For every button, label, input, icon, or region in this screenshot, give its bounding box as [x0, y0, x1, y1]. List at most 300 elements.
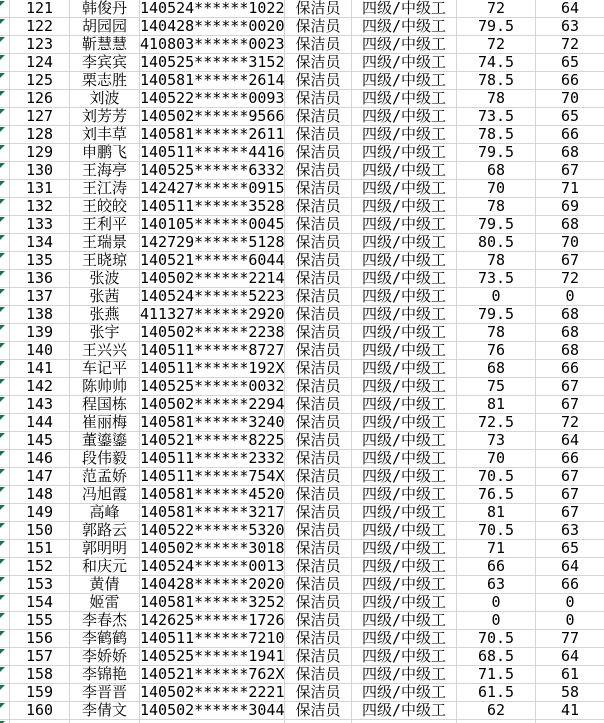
indicator-cell[interactable]: [0, 234, 10, 252]
indicator-cell[interactable]: [0, 630, 10, 648]
cell-row-number[interactable]: 137: [10, 288, 70, 306]
cell-level[interactable]: 四级/中级工: [352, 558, 457, 576]
cell-level[interactable]: 四级/中级工: [352, 144, 457, 162]
cell-row-number[interactable]: 160: [10, 702, 70, 720]
cell-score2[interactable]: 68: [536, 324, 604, 342]
cell-position[interactable]: 保洁员: [285, 306, 352, 324]
cell-row-number[interactable]: 158: [10, 666, 70, 684]
cell-name[interactable]: 张波: [70, 270, 140, 288]
indicator-cell[interactable]: [0, 342, 10, 360]
indicator-cell[interactable]: [0, 360, 10, 378]
cell-score1[interactable]: 68.5: [457, 648, 536, 666]
cell-id[interactable]: 140105******0045: [140, 216, 285, 233]
indicator-cell[interactable]: [0, 684, 10, 702]
cell-id[interactable]: 140428******2020: [140, 576, 285, 593]
cell-score2[interactable]: 67: [536, 486, 604, 504]
cell-level[interactable]: 四级/中级工: [352, 666, 457, 684]
cell-row-number[interactable]: 129: [10, 144, 70, 162]
cell-id[interactable]: 140581******4520: [140, 486, 285, 503]
cell-id[interactable]: 140581******3252: [140, 594, 285, 611]
cell-position[interactable]: 保洁员: [285, 36, 352, 54]
cell-score2[interactable]: 77: [536, 630, 604, 648]
cell-score2[interactable]: 72: [536, 270, 604, 288]
cell-id[interactable]: 142427******0915: [140, 180, 285, 197]
cell-position[interactable]: 保洁员: [285, 414, 352, 432]
cell-row-number[interactable]: 125: [10, 72, 70, 90]
indicator-cell[interactable]: [0, 450, 10, 468]
cell-level[interactable]: 四级/中级工: [352, 468, 457, 486]
indicator-cell[interactable]: [0, 216, 10, 234]
cell-id[interactable]: 140511******8727: [140, 342, 285, 359]
cell-id[interactable]: 140502******2238: [140, 324, 285, 341]
cell-row-number[interactable]: 155: [10, 612, 70, 630]
cell-position[interactable]: 保洁员: [285, 360, 352, 378]
cell-score1[interactable]: 70: [457, 450, 536, 468]
cell-position[interactable]: 保洁员: [285, 576, 352, 594]
cell-name[interactable]: 陈帅帅: [70, 378, 140, 396]
cell-score1[interactable]: 72.5: [457, 414, 536, 432]
cell-id[interactable]: 140511******2332: [140, 450, 285, 467]
cell-score2[interactable]: 72: [536, 414, 604, 432]
cell-position[interactable]: 保洁员: [285, 324, 352, 342]
cell-score1[interactable]: 70.5: [457, 522, 536, 540]
cell-id[interactable]: 140502******2221: [140, 684, 285, 701]
cell-name[interactable]: 靳慧慧: [70, 36, 140, 54]
cell-id[interactable]: 411327******2920: [140, 306, 285, 323]
cell-score1[interactable]: 68: [457, 162, 536, 180]
cell-row-number[interactable]: 128: [10, 126, 70, 144]
cell-position[interactable]: 保洁员: [285, 198, 352, 216]
cell-level[interactable]: 四级/中级工: [352, 630, 457, 648]
cell-score2[interactable]: 67: [536, 162, 604, 180]
cell-level[interactable]: 四级/中级工: [352, 612, 457, 630]
indicator-cell[interactable]: [0, 378, 10, 396]
cell-id[interactable]: 140521******8225: [140, 432, 285, 449]
indicator-cell[interactable]: [0, 468, 10, 486]
cell-score1[interactable]: 0: [457, 594, 536, 612]
cell-name[interactable]: 李娇娇: [70, 648, 140, 666]
indicator-cell[interactable]: [0, 576, 10, 594]
cell-level[interactable]: 四级/中级工: [352, 216, 457, 234]
cell-id[interactable]: 410803******0023: [140, 36, 285, 53]
cell-level[interactable]: 四级/中级工: [352, 180, 457, 198]
cell-id[interactable]: 140522******5320: [140, 522, 285, 539]
cell-score2[interactable]: 64: [536, 648, 604, 666]
cell-row-number[interactable]: 132: [10, 198, 70, 216]
indicator-cell[interactable]: [0, 432, 10, 450]
cell-level[interactable]: 四级/中级工: [352, 684, 457, 702]
cell-score1[interactable]: 76: [457, 342, 536, 360]
cell-row-number[interactable]: 134: [10, 234, 70, 252]
cell-score1[interactable]: 71.5: [457, 666, 536, 684]
cell-name[interactable]: 栗志胜: [70, 72, 140, 90]
cell-name[interactable]: 李宾宾: [70, 54, 140, 72]
cell-score2[interactable]: 70: [536, 90, 604, 108]
cell-row-number[interactable]: 140: [10, 342, 70, 360]
cell-row-number[interactable]: 159: [10, 684, 70, 702]
cell-score2[interactable]: 66: [536, 72, 604, 90]
cell-row-number[interactable]: 153: [10, 576, 70, 594]
cell-score1[interactable]: 70.5: [457, 468, 536, 486]
cell-id[interactable]: 140502******2294: [140, 396, 285, 413]
cell-score1[interactable]: 71: [457, 540, 536, 558]
cell-score1[interactable]: 72: [457, 36, 536, 54]
cell-name[interactable]: 张燕: [70, 306, 140, 324]
cell-id[interactable]: 140511******3528: [140, 198, 285, 215]
cell-id[interactable]: 140428******0020: [140, 18, 285, 35]
cell-score2[interactable]: 0: [536, 612, 604, 630]
indicator-cell[interactable]: [0, 648, 10, 666]
cell-score2[interactable]: 66: [536, 360, 604, 378]
cell-level[interactable]: 四级/中级工: [352, 234, 457, 252]
cell-score1[interactable]: 78.5: [457, 72, 536, 90]
cell-score2[interactable]: 63: [536, 522, 604, 540]
cell-name[interactable]: 崔丽梅: [70, 414, 140, 432]
indicator-cell[interactable]: [0, 180, 10, 198]
cell-level[interactable]: 四级/中级工: [352, 306, 457, 324]
cell-score1[interactable]: 78: [457, 324, 536, 342]
cell-score2[interactable]: 67: [536, 378, 604, 396]
indicator-cell[interactable]: [0, 540, 10, 558]
indicator-cell[interactable]: [0, 162, 10, 180]
cell-name[interactable]: 刘芳芳: [70, 108, 140, 126]
cell-position[interactable]: 保洁员: [285, 630, 352, 648]
cell-id[interactable]: 142729******5128: [140, 234, 285, 251]
cell-level[interactable]: 四级/中级工: [352, 0, 457, 18]
cell-id[interactable]: 140502******2214: [140, 270, 285, 287]
cell-name[interactable]: 李锦艳: [70, 666, 140, 684]
cell-position[interactable]: 保洁员: [285, 648, 352, 666]
cell-score1[interactable]: 61.5: [457, 684, 536, 702]
cell-score2[interactable]: 0: [536, 288, 604, 306]
cell-row-number[interactable]: 149: [10, 504, 70, 522]
cell-score1[interactable]: 79.5: [457, 306, 536, 324]
cell-score2[interactable]: 68: [536, 306, 604, 324]
cell-score2[interactable]: 65: [536, 540, 604, 558]
cell-level[interactable]: 四级/中级工: [352, 396, 457, 414]
cell-id[interactable]: 140525******6332: [140, 162, 285, 179]
cell-score1[interactable]: 68: [457, 360, 536, 378]
cell-position[interactable]: 保洁员: [285, 126, 352, 144]
cell-name[interactable]: 申鹏飞: [70, 144, 140, 162]
cell-score2[interactable]: 68: [536, 216, 604, 234]
indicator-cell[interactable]: [0, 108, 10, 126]
cell-name[interactable]: 董鎏鎏: [70, 432, 140, 450]
cell-level[interactable]: 四级/中级工: [352, 504, 457, 522]
cell-score1[interactable]: 66: [457, 558, 536, 576]
cell-level[interactable]: 四级/中级工: [352, 594, 457, 612]
cell-level[interactable]: 四级/中级工: [352, 576, 457, 594]
indicator-cell[interactable]: [0, 252, 10, 270]
cell-id[interactable]: 140525******1941: [140, 648, 285, 665]
cell-score2[interactable]: 65: [536, 108, 604, 126]
cell-name[interactable]: 高峰: [70, 504, 140, 522]
cell-position[interactable]: 保洁员: [285, 162, 352, 180]
cell-score2[interactable]: 68: [536, 342, 604, 360]
cell-row-number[interactable]: 135: [10, 252, 70, 270]
cell-level[interactable]: 四级/中级工: [352, 540, 457, 558]
cell-level[interactable]: 四级/中级工: [352, 54, 457, 72]
cell-score2[interactable]: 61: [536, 666, 604, 684]
cell-row-number[interactable]: 141: [10, 360, 70, 378]
cell-level[interactable]: 四级/中级工: [352, 378, 457, 396]
cell-id[interactable]: 140502******3044: [140, 702, 285, 719]
indicator-cell[interactable]: [0, 594, 10, 612]
cell-name[interactable]: 王海亭: [70, 162, 140, 180]
cell-position[interactable]: 保洁员: [285, 180, 352, 198]
indicator-cell[interactable]: [0, 54, 10, 72]
cell-position[interactable]: 保洁员: [285, 468, 352, 486]
cell-name[interactable]: 和庆元: [70, 558, 140, 576]
cell-row-number[interactable]: 152: [10, 558, 70, 576]
cell-score2[interactable]: 64: [536, 0, 604, 18]
cell-level[interactable]: 四级/中级工: [352, 342, 457, 360]
cell-row-number[interactable]: 143: [10, 396, 70, 414]
cell-score2[interactable]: 66: [536, 576, 604, 594]
cell-level[interactable]: 四级/中级工: [352, 270, 457, 288]
cell-id[interactable]: 140511******4416: [140, 144, 285, 161]
cell-score1[interactable]: 78: [457, 252, 536, 270]
cell-row-number[interactable]: 144: [10, 414, 70, 432]
cell-row-number[interactable]: 151: [10, 540, 70, 558]
cell-score1[interactable]: 73.5: [457, 270, 536, 288]
cell-name[interactable]: 张宇: [70, 324, 140, 342]
cell-position[interactable]: 保洁员: [285, 522, 352, 540]
cell-score1[interactable]: 0: [457, 288, 536, 306]
cell-row-number[interactable]: 127: [10, 108, 70, 126]
cell-score1[interactable]: 78: [457, 90, 536, 108]
cell-position[interactable]: 保洁员: [285, 252, 352, 270]
cell-position[interactable]: 保洁员: [285, 342, 352, 360]
cell-score2[interactable]: 66: [536, 126, 604, 144]
cell-name[interactable]: 郭明明: [70, 540, 140, 558]
cell-score1[interactable]: 78.5: [457, 126, 536, 144]
cell-name[interactable]: 程国栋: [70, 396, 140, 414]
cell-position[interactable]: 保洁员: [285, 108, 352, 126]
cell-id[interactable]: 140524******0013: [140, 558, 285, 575]
cell-score1[interactable]: 78: [457, 198, 536, 216]
cell-score1[interactable]: 81: [457, 396, 536, 414]
cell-level[interactable]: 四级/中级工: [352, 36, 457, 54]
cell-name[interactable]: 刘丰草: [70, 126, 140, 144]
indicator-cell[interactable]: [0, 558, 10, 576]
cell-score2[interactable]: 67: [536, 396, 604, 414]
cell-score2[interactable]: 67: [536, 504, 604, 522]
indicator-cell[interactable]: [0, 90, 10, 108]
cell-score1[interactable]: 75: [457, 378, 536, 396]
cell-name[interactable]: 王瑞景: [70, 234, 140, 252]
cell-score2[interactable]: 68: [536, 144, 604, 162]
cell-position[interactable]: 保洁员: [285, 486, 352, 504]
cell-row-number[interactable]: 133: [10, 216, 70, 234]
cell-level[interactable]: 四级/中级工: [352, 450, 457, 468]
cell-level[interactable]: 四级/中级工: [352, 72, 457, 90]
cell-score2[interactable]: 67: [536, 468, 604, 486]
cell-name[interactable]: 李晋晋: [70, 684, 140, 702]
cell-score2[interactable]: 70: [536, 234, 604, 252]
cell-level[interactable]: 四级/中级工: [352, 522, 457, 540]
cell-score2[interactable]: 66: [536, 450, 604, 468]
cell-row-number[interactable]: 145: [10, 432, 70, 450]
cell-position[interactable]: 保洁员: [285, 216, 352, 234]
indicator-cell[interactable]: [0, 486, 10, 504]
cell-name[interactable]: 黄倩: [70, 576, 140, 594]
cell-position[interactable]: 保洁员: [285, 90, 352, 108]
indicator-cell[interactable]: [0, 0, 10, 18]
cell-score1[interactable]: 72: [457, 0, 536, 18]
cell-id[interactable]: 140521******6044: [140, 252, 285, 269]
cell-position[interactable]: 保洁员: [285, 594, 352, 612]
cell-position[interactable]: 保洁员: [285, 54, 352, 72]
indicator-cell[interactable]: [0, 612, 10, 630]
cell-name[interactable]: 李鹤鹤: [70, 630, 140, 648]
indicator-cell[interactable]: [0, 144, 10, 162]
cell-id[interactable]: 140525******0032: [140, 378, 285, 395]
indicator-cell[interactable]: [0, 414, 10, 432]
cell-id[interactable]: 140522******0093: [140, 90, 285, 107]
cell-name[interactable]: 王晓琼: [70, 252, 140, 270]
cell-row-number[interactable]: 156: [10, 630, 70, 648]
cell-name[interactable]: 刘波: [70, 90, 140, 108]
cell-position[interactable]: 保洁员: [285, 612, 352, 630]
cell-position[interactable]: 保洁员: [285, 72, 352, 90]
indicator-cell[interactable]: [0, 126, 10, 144]
indicator-cell[interactable]: [0, 306, 10, 324]
indicator-cell[interactable]: [0, 198, 10, 216]
cell-id[interactable]: 140502******9566: [140, 108, 285, 125]
cell-position[interactable]: 保洁员: [285, 378, 352, 396]
cell-position[interactable]: 保洁员: [285, 144, 352, 162]
cell-score1[interactable]: 73.5: [457, 108, 536, 126]
cell-score2[interactable]: 64: [536, 432, 604, 450]
cell-level[interactable]: 四级/中级工: [352, 648, 457, 666]
cell-name[interactable]: 车记平: [70, 360, 140, 378]
cell-score2[interactable]: 63: [536, 18, 604, 36]
cell-score1[interactable]: 63: [457, 576, 536, 594]
cell-score1[interactable]: 62: [457, 702, 536, 720]
cell-score2[interactable]: 69: [536, 198, 604, 216]
cell-name[interactable]: 范孟娇: [70, 468, 140, 486]
cell-level[interactable]: 四级/中级工: [352, 108, 457, 126]
cell-name[interactable]: 胡园园: [70, 18, 140, 36]
cell-name[interactable]: 段伟毅: [70, 450, 140, 468]
indicator-cell[interactable]: [0, 504, 10, 522]
cell-name[interactable]: 李倩文: [70, 702, 140, 720]
cell-level[interactable]: 四级/中级工: [352, 486, 457, 504]
cell-position[interactable]: 保洁员: [285, 432, 352, 450]
indicator-cell[interactable]: [0, 72, 10, 90]
cell-row-number[interactable]: 122: [10, 18, 70, 36]
cell-score1[interactable]: 79.5: [457, 144, 536, 162]
cell-row-number[interactable]: 124: [10, 54, 70, 72]
cell-score1[interactable]: 79.5: [457, 216, 536, 234]
cell-row-number[interactable]: 154: [10, 594, 70, 612]
cell-name[interactable]: 王皎皎: [70, 198, 140, 216]
cell-row-number[interactable]: 131: [10, 180, 70, 198]
cell-name[interactable]: 李春杰: [70, 612, 140, 630]
cell-row-number[interactable]: 130: [10, 162, 70, 180]
cell-name[interactable]: 郭路云: [70, 522, 140, 540]
cell-id[interactable]: 140511******754X: [140, 468, 285, 485]
cell-level[interactable]: 四级/中级工: [352, 18, 457, 36]
cell-name[interactable]: 冯旭霞: [70, 486, 140, 504]
cell-row-number[interactable]: 146: [10, 450, 70, 468]
cell-position[interactable]: 保洁员: [285, 0, 352, 18]
cell-id[interactable]: 140525******3152: [140, 54, 285, 71]
indicator-cell[interactable]: [0, 18, 10, 36]
cell-score2[interactable]: 71: [536, 180, 604, 198]
cell-position[interactable]: 保洁员: [285, 234, 352, 252]
cell-position[interactable]: 保洁员: [285, 450, 352, 468]
indicator-cell[interactable]: [0, 702, 10, 720]
cell-name[interactable]: 张茜: [70, 288, 140, 306]
cell-level[interactable]: 四级/中级工: [352, 252, 457, 270]
cell-id[interactable]: 140524******5223: [140, 288, 285, 305]
cell-level[interactable]: 四级/中级工: [352, 198, 457, 216]
cell-level[interactable]: 四级/中级工: [352, 414, 457, 432]
cell-score1[interactable]: 70.5: [457, 630, 536, 648]
cell-score2[interactable]: 64: [536, 558, 604, 576]
cell-id[interactable]: 140511******7210: [140, 630, 285, 647]
cell-row-number[interactable]: 126: [10, 90, 70, 108]
cell-score2[interactable]: 0: [536, 594, 604, 612]
cell-level[interactable]: 四级/中级工: [352, 288, 457, 306]
cell-id[interactable]: 140502******3018: [140, 540, 285, 557]
cell-row-number[interactable]: 121: [10, 0, 70, 18]
cell-name[interactable]: 王兴兴: [70, 342, 140, 360]
cell-row-number[interactable]: 148: [10, 486, 70, 504]
cell-level[interactable]: 四级/中级工: [352, 324, 457, 342]
cell-row-number[interactable]: 147: [10, 468, 70, 486]
cell-position[interactable]: 保洁员: [285, 288, 352, 306]
cell-name[interactable]: 王江涛: [70, 180, 140, 198]
cell-level[interactable]: 四级/中级工: [352, 90, 457, 108]
cell-score1[interactable]: 79.5: [457, 18, 536, 36]
cell-score1[interactable]: 0: [457, 612, 536, 630]
cell-position[interactable]: 保洁员: [285, 684, 352, 702]
cell-name[interactable]: 韩俊丹: [70, 0, 140, 18]
cell-score1[interactable]: 80.5: [457, 234, 536, 252]
cell-level[interactable]: 四级/中级工: [352, 702, 457, 720]
indicator-cell[interactable]: [0, 270, 10, 288]
cell-id[interactable]: 140581******2611: [140, 126, 285, 143]
indicator-cell[interactable]: [0, 324, 10, 342]
cell-id[interactable]: 140581******3240: [140, 414, 285, 431]
cell-level[interactable]: 四级/中级工: [352, 126, 457, 144]
cell-score2[interactable]: 67: [536, 252, 604, 270]
cell-id[interactable]: 140524******1022: [140, 0, 285, 17]
cell-position[interactable]: 保洁员: [285, 540, 352, 558]
cell-level[interactable]: 四级/中级工: [352, 162, 457, 180]
cell-score2[interactable]: 58: [536, 684, 604, 702]
cell-score1[interactable]: 76.5: [457, 486, 536, 504]
cell-id[interactable]: 140581******3217: [140, 504, 285, 521]
cell-row-number[interactable]: 139: [10, 324, 70, 342]
cell-row-number[interactable]: 136: [10, 270, 70, 288]
cell-position[interactable]: 保洁员: [285, 270, 352, 288]
cell-score1[interactable]: 81: [457, 504, 536, 522]
cell-position[interactable]: 保洁员: [285, 396, 352, 414]
cell-score1[interactable]: 74.5: [457, 54, 536, 72]
cell-row-number[interactable]: 150: [10, 522, 70, 540]
indicator-cell[interactable]: [0, 36, 10, 54]
cell-row-number[interactable]: 123: [10, 36, 70, 54]
cell-id[interactable]: 142625******1726: [140, 612, 285, 629]
cell-level[interactable]: 四级/中级工: [352, 432, 457, 450]
cell-position[interactable]: 保洁员: [285, 18, 352, 36]
cell-name[interactable]: 姬雷: [70, 594, 140, 612]
cell-position[interactable]: 保洁员: [285, 504, 352, 522]
